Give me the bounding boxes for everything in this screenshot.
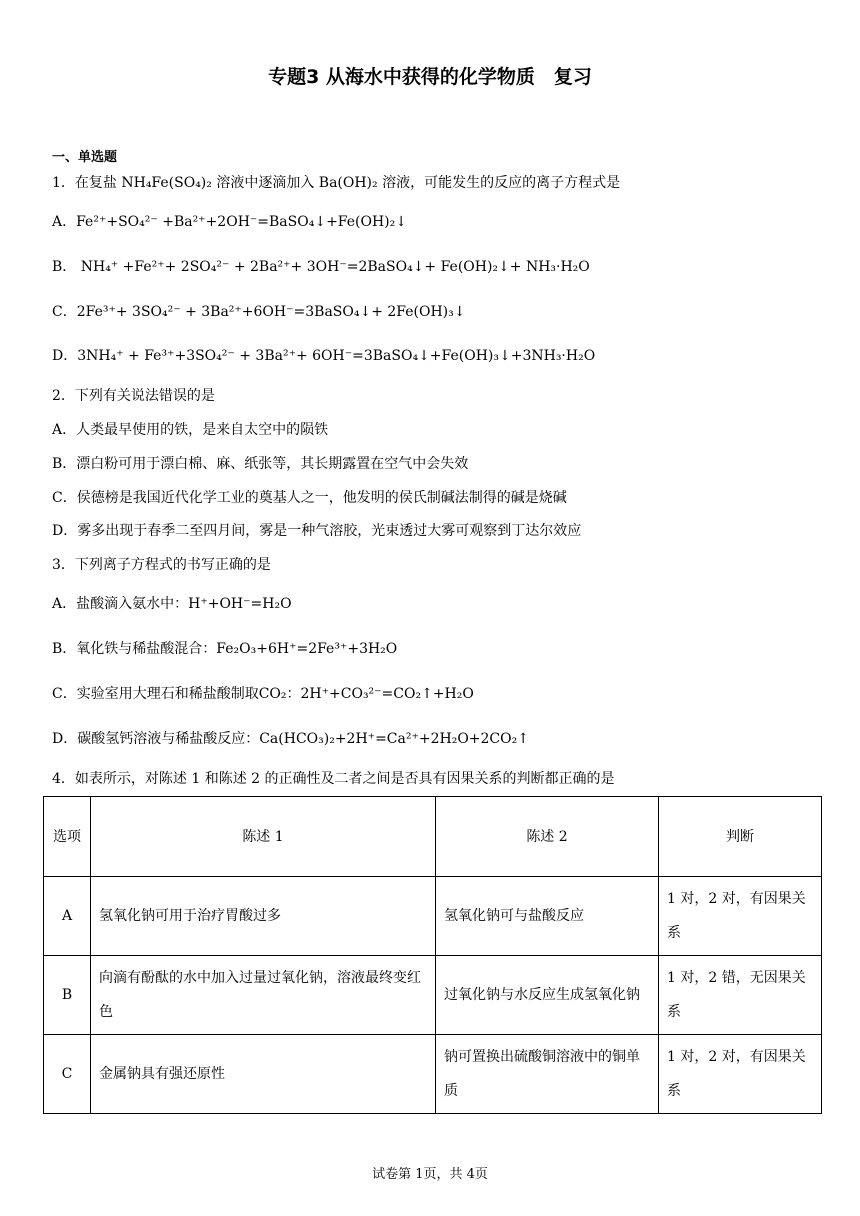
table-cell: 1 对，2 对，有因果关系 bbox=[659, 877, 822, 956]
question-1-option-a: A．Fe²⁺+SO₄²⁻ +Ba²⁺+2OH⁻=BaSO₄↓+Fe(OH)₂↓ bbox=[52, 214, 407, 230]
question-3-option-d: D．碳酸氢钙溶液与稀盐酸反应：Ca(HCO₃)₂+2H⁺=Ca²⁺+2H₂O+2CO₂↑ bbox=[52, 731, 529, 747]
table-header-cell: 判断 bbox=[659, 797, 822, 877]
question-3-option-c: C．实验室用大理石和稀盐酸制取CO₂：2H⁺+CO₃²⁻=CO₂↑+H₂O bbox=[52, 686, 474, 702]
table-row bbox=[44, 877, 822, 956]
table-cell: 钠可置换出硫酸铜溶液中的铜单质 bbox=[436, 1035, 659, 1114]
table-cell: B bbox=[44, 956, 91, 1035]
table-cell: 过氧化钠与水反应生成氢氧化钠 bbox=[436, 956, 659, 1035]
table-header-cell: 陈述 1 bbox=[91, 797, 436, 877]
table-row bbox=[44, 1035, 822, 1114]
table-row bbox=[44, 956, 822, 1035]
question-2-option-c: C．侯德榜是我国近代化学工业的奠基人之一，他发明的侯氏制碱法制得的碱是烧碱 bbox=[52, 490, 567, 506]
question-4-stem: 4．如表所示，对陈述 1 和陈述 2 的正确性及二者之间是否具有因果关系的判断都正确的是 bbox=[52, 771, 615, 787]
question-2-option-b: B．漂白粉可用于漂白棉、麻、纸张等，其长期露置在空气中会失效 bbox=[52, 456, 469, 472]
question-3-option-a: A．盐酸滴入氨水中：H⁺+OH⁻=H₂O bbox=[52, 596, 292, 612]
table-cell: 氢氧化钠可用于治疗胃酸过多 bbox=[91, 877, 436, 956]
question-2-stem: 2．下列有关说法错误的是 bbox=[52, 388, 215, 404]
table-cell: A bbox=[44, 877, 91, 956]
question-3-stem: 3．下列离子方程式的书写正确的是 bbox=[52, 557, 271, 573]
table-cell: 1 对，2 错，无因果关系 bbox=[659, 956, 822, 1035]
table-cell: 金属钠具有强还原性 bbox=[91, 1035, 436, 1114]
question-1-stem: 1．在复盐 NH₄Fe(SO₄)₂ 溶液中逐滴加入 Ba(OH)₂ 溶液，可能发生的反应的离子方程式是 bbox=[52, 175, 621, 191]
table-header-row bbox=[44, 797, 822, 877]
table-cell: 向滴有酚酞的水中加入过量过氧化钠，溶液最终变红色 bbox=[91, 956, 436, 1035]
table-cell: 氢氧化钠可与盐酸反应 bbox=[436, 877, 659, 956]
table-cell: 1 对，2 对，有因果关系 bbox=[659, 1035, 822, 1114]
question-2-option-d: D．雾多出现于春季二至四月间，雾是一种气溶胶，光束透过大雾可观察到丁达尔效应 bbox=[52, 523, 582, 539]
table-cell: C bbox=[44, 1035, 91, 1114]
question-1-option-b: B． NH₄⁺ +Fe²⁺+ 2SO₄²⁻ + 2Ba²⁺+ 3OH⁻=2BaSO₄↓+ Fe(OH)₂↓+ NH₃·H₂O bbox=[52, 259, 590, 275]
question-4-table bbox=[43, 796, 822, 1114]
question-1-option-c: C．2Fe³⁺+ 3SO₄²⁻ + 3Ba²⁺+6OH⁻=3BaSO₄↓+ 2Fe(OH)₃↓ bbox=[52, 304, 466, 320]
page-title: 专题3 从海水中获得的化学物质 复习 bbox=[268, 66, 592, 88]
question-2-option-a: A．人类最早使用的铁，是来自太空中的陨铁 bbox=[52, 422, 329, 438]
question-1-option-d: D．3NH₄⁺ + Fe³⁺+3SO₄²⁻ + 3Ba²⁺+ 6OH⁻=3BaSO₄↓+Fe(OH)₃↓+3NH₃·H₂O bbox=[52, 348, 596, 364]
question-3-option-b: B．氧化铁与稀盐酸混合：Fe₂O₃+6H⁺=2Fe³⁺+3H₂O bbox=[52, 641, 398, 657]
page-footer: 试卷第 1页，共 4页 bbox=[372, 1167, 488, 1182]
table-header-cell: 选项 bbox=[44, 797, 91, 877]
table-header-cell: 陈述 2 bbox=[436, 797, 659, 877]
section-heading: 一、单选题 bbox=[52, 150, 118, 165]
